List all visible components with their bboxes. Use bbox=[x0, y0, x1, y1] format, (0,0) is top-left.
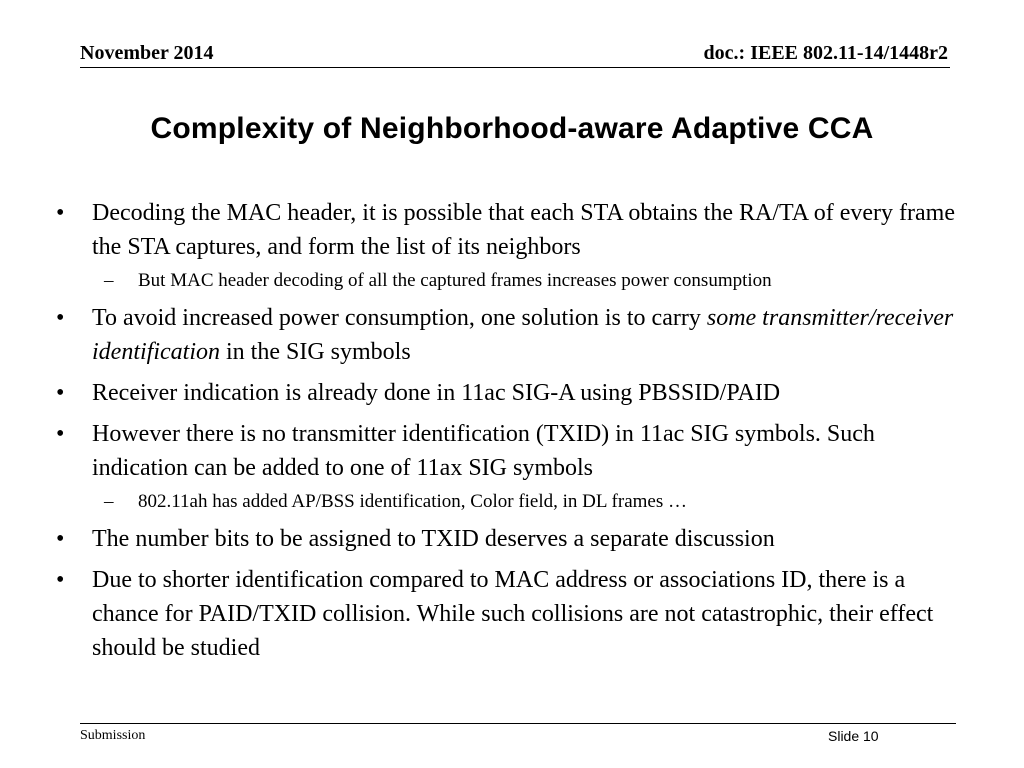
bullet-icon: • bbox=[56, 380, 65, 406]
slide-body bbox=[56, 196, 956, 672]
bullet-text: The number bits to be assigned to TXID deserves a separate discussion bbox=[92, 526, 775, 552]
bullet-item bbox=[56, 376, 956, 410]
bullet-item bbox=[56, 522, 956, 556]
bullet-text: Due to shorter identification compared to MAC address or associations ID, there is a chance for PAID/TXID collision. While such collisions are not catastrophic, their effect should be studied bbox=[92, 567, 934, 661]
bullet-item bbox=[56, 417, 956, 485]
bullet-text: Decoding the MAC header, it is possible that each STA obtains the RA/TA of every frame the STA captures, and form the list of its neighbors bbox=[92, 200, 955, 260]
sub-bullet-text: 802.11ah has added AP/BSS identification, Color field, in DL frames … bbox=[138, 491, 687, 512]
bullet-text: However there is no transmitter identification (TXID) in 11ac SIG symbols. Such indication can be added to one of 11ax SIG symbols bbox=[92, 421, 875, 481]
bullet-text-lead: To avoid increased power consumption, one solution is to carry bbox=[92, 305, 707, 331]
bullet-icon: • bbox=[56, 200, 65, 226]
bullet-icon: • bbox=[56, 305, 65, 331]
bullet-item bbox=[56, 563, 956, 665]
bullet-icon: • bbox=[56, 421, 65, 447]
footer-submission: Submission bbox=[80, 728, 146, 743]
bullet-item bbox=[56, 196, 956, 264]
slide-number: Slide 10 bbox=[828, 728, 879, 744]
sub-bullet-text: But MAC header decoding of all the captured frames increases power consumption bbox=[138, 270, 772, 291]
sub-bullet-item bbox=[56, 489, 956, 515]
bullet-text-tail: in the SIG symbols bbox=[219, 339, 411, 365]
footer-divider bbox=[80, 723, 956, 724]
bullet-icon: • bbox=[56, 526, 65, 552]
dash-icon: – bbox=[104, 270, 114, 291]
slide-title: Complexity of Neighborhood-aware Adaptive CCA bbox=[150, 112, 874, 145]
header-divider bbox=[80, 67, 950, 68]
bullet-text-emphasis: some transmitter/receiver identification bbox=[92, 305, 954, 365]
dash-icon: – bbox=[104, 491, 114, 512]
bullet-icon: • bbox=[56, 567, 65, 593]
header-date: November 2014 bbox=[80, 42, 214, 64]
header-doc-id: doc.: IEEE 802.11-14/1448r2 bbox=[703, 42, 948, 64]
sub-bullet-item bbox=[56, 268, 956, 294]
bullet-text: Receiver indication is already done in 11ac SIG-A using PBSSID/PAID bbox=[92, 380, 781, 406]
bullet-item bbox=[56, 301, 956, 369]
